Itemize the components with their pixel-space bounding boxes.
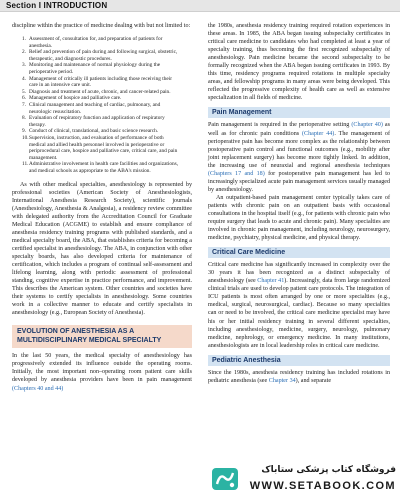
section-title: Section I INTRODUCTION (6, 1, 108, 10)
list-item: 11. Administrative involvement in health care facilities and organizations, and medical schools as appropriate to the ABA's mission. (22, 161, 179, 174)
list-item: 7. Clinical management and teaching of cardiac, pulmonary, and neurologic resuscitation. (22, 101, 161, 115)
list-item: 3. Monitoring and maintenance of normal physiology during the perioperative period. (22, 62, 161, 76)
setabook-logo-icon (210, 464, 240, 494)
chapter-link[interactable]: (Chapter 44) (302, 130, 335, 137)
pain-management-heading: Pain Management (208, 107, 390, 118)
scope-list (22, 36, 180, 174)
continuation-paragraph: the 1980s, anesthesia residency training required rotation experiences in these areas. In 1985, the ABA began issuing subspecialty certificates in critical care medicine to candidates who had completed at least a year of specialty training, thus becoming the first recognized subspecialty of anesthesiology. Pain medicine became the second subspecialty to be formally recognized when the ABA began issuing certificates in 1993. By this time, residency programs required rotations in multiple specialty areas, and fellowship programs in many areas were being developed. This reflected the progressive complexity of health care as well as extensive specialization in all fields of medicine. (208, 23, 390, 102)
publisher-watermark (208, 464, 398, 498)
list-item: 2. Relief and prevention of pain during and following surgical, obstetric, therapeutic, and diagnostic procedures. (22, 49, 178, 62)
pain-paragraph: Pain management is required in the perioperative setting (Chapter 40) as well as for chronic pain conditions (Chapter 44). The management of perioperative pain has become more complex as the relationship between postoperative pain control and functional outcomes (e.g., mobility after joint replacement surgery) has become more tightly linked. In addition, the increasing use of neuraxial and regional anesthesia techniques (Chapters 17 and 18) for postoperative pain management has led to increasingly specialized acute pain management services usually managed by anesthesiology. (208, 122, 391, 193)
list-item: 9. Conduct of clinical, translational, and basic science research. (22, 128, 159, 135)
chapter-link[interactable]: (Chapter 40) (351, 122, 383, 129)
right-column (208, 22, 390, 385)
list-item: 10. Supervision, instruction, and evaluation of performance of both medical and allied health personnel involved in perioperative or periprocedural care, hospice and palliative care, critical care, and pain management. (22, 134, 178, 161)
pediatric-anesthesia-heading: Pediatric Anesthesia (208, 355, 390, 366)
list-item: 8. Evaluation of respiratory function and application of respiratory therapy. (22, 115, 165, 128)
list-item: 6. Management of hospice and palliative care. (22, 95, 122, 102)
specialty-paragraph: As with other medical specialties, anesthesiology is represented by professional societies (American Society of Anesthesiologists, International Anesthesia Research Society), scientific journals (Anesthesiology, Anesthesia & Analgesia), a residency review committee with delegated authority from the Accreditation Council for Graduate Medical Education (ACGME) to establish and ensure compliance of anesthesia residency training programs with published standards, and a medical specialty board, the ABA, that establishes criteria for becoming a certified specialist in anesthesiology. The ABA, in conjunction with other specialty boards, has also developed criteria for maintenance of certification, which includes a program of continual self-assessment and lifelong learning, along with periodic assessment of professional standing, cognitive expertise in practice performance, and improvement. This describes the American system. Other countries and societies have their systems to certify specialists in anesthesiology. Some countries work in a collective manner to educate and certify specialists in anesthesiology (e.g., European Society of Anesthesia). (12, 181, 192, 317)
section-header (0, 0, 400, 12)
left-column (12, 22, 192, 393)
intro-paragraph: discipline within the practice of medicine dealing with but not limited to: (12, 23, 191, 29)
pain-paragraph-2: An outpatient-based pain management center typically takes care of patients with chronic pain on an outpatient basis with occasional consultations in the hospital itself (e.g., for patients with chronic pain who require surgery that leads to acute and chronic pain). Many specialties are involved in chronic pain management, including neurology, neurosurgery, medicine, psychiatry, physical medicine, and physical therapy. (208, 194, 390, 242)
critical-care-heading: Critical Care Medicine (208, 247, 390, 258)
evolution-paragraph: In the last 50 years, the medical specialty of anesthesiology has progressively extended its influence outside the operating rooms. Initially, the most important non–operating room patient care skills developed by anesthesia providers have been in pain management (Chapters 40 and 44) (12, 353, 192, 392)
chapter-link[interactable]: (Chapters 17 and 18) (208, 170, 265, 177)
section-heading-box (12, 325, 192, 348)
chapter-link[interactable]: Chapter 34 (268, 377, 296, 384)
chapter-link[interactable]: (Chapters 40 and 44) (12, 385, 64, 392)
list-item: 5. Diagnosis and treatment of acute, chronic, and cancer-related pain. (22, 88, 171, 95)
list-item: 1. Assessment of, consultation for, and preparation of patients for anesthesia. (22, 36, 163, 49)
chapter-link[interactable]: Chapter 41 (257, 278, 285, 285)
critical-care-paragraph: Critical care medicine has significantly increased in complexity over the 30 years it has been recognized as a distinct subspecialty of anesthesiology (see Chapter 41). Increasingly, data from large randomized clinical trials are used to develop patient care protocols. The integration of ICU patients is most often arranged by one or more specialties (e.g., medical, surgical, neurosurgical, cardiac). Because so many specialties can or need to be involved, the critical care medicine specialist may have his or her initial residency training in several different specialties, including anesthesiology, medicine, surgery, neurology, pulmonary medicine, nephrology, or emergency medicine. In many institutions, anesthesiologists are in local leadership roles in critical care medicine. (208, 262, 390, 349)
store-url[interactable]: WWW.SETABOOK.COM (249, 480, 396, 492)
pediatric-paragraph: Since the 1980s, anesthesia residency training has included rotations in pediatric anesthesia (see Chapter 34), and separate (208, 369, 390, 384)
section-heading: EVOLUTION OF ANESTHESIA AS A MULTIDISCIPLINARY MEDICAL SPECIALTY (17, 328, 162, 344)
persian-store-name: فروشگاه کتاب پزشکی ستاباک (261, 465, 396, 475)
list-item: 4. Management of critically ill patients including those receiving their care in an intensive care unit. (22, 75, 172, 89)
